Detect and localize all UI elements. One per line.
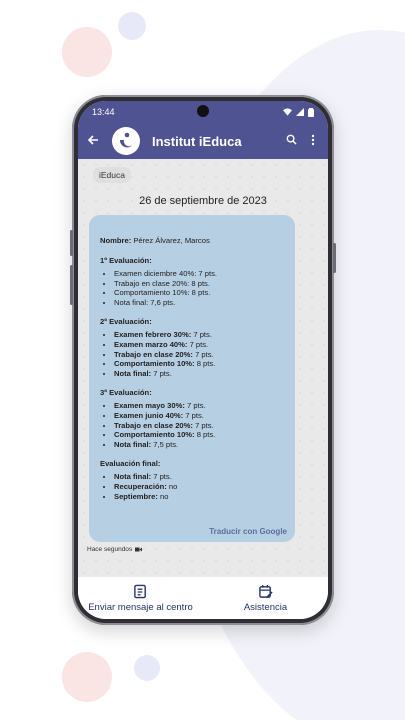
item-label: Trabajo en clase 20%: [114, 420, 193, 430]
more-menu-button[interactable] [302, 134, 324, 149]
attendance-label: Asistencia [243, 601, 288, 613]
name-label: Nombre: [100, 236, 132, 245]
phone-side-button [333, 243, 336, 273]
student-name-line [100, 235, 285, 246]
item-value: 7 pts. [185, 410, 204, 420]
search-button[interactable] [280, 134, 302, 148]
message-form-icon [133, 584, 148, 599]
final-eval-list [114, 472, 285, 501]
attendance-button[interactable] [203, 577, 328, 619]
decor-circle-pink-top [62, 27, 112, 77]
decor-circle-pink-bottom [62, 652, 112, 702]
item-value: no [160, 491, 169, 501]
eval1-item: • Trabajo en clase 20%: 8 pts. [114, 279, 285, 289]
item-value: 7,5 pts. [153, 439, 179, 449]
final-item [114, 482, 285, 492]
item-label: Trabajo en clase 20%: [114, 349, 193, 359]
item-value: 7 pts. [189, 339, 209, 349]
item-value: no [168, 481, 178, 491]
item-label: Examen mayo 30%: [114, 401, 185, 411]
item-label: Examen marzo 40%: [114, 339, 188, 349]
eval3-item [114, 440, 285, 450]
app-bar [78, 123, 328, 159]
name-value: Pérez Álvarez, Marcos [133, 236, 210, 245]
eval1-item: • Nota final: 7,6 pts. [114, 298, 285, 308]
item-label: Nota final: [114, 472, 152, 482]
eval2-item [114, 359, 285, 369]
arrow-left-icon [87, 134, 99, 146]
item-label: Comportamiento 10%: [114, 430, 195, 440]
eval3-item [114, 411, 285, 421]
send-message-label: Enviar mensaje al centro [88, 601, 193, 613]
translate-link[interactable]: Traducir con Google [209, 527, 287, 536]
phone-screen [78, 101, 328, 619]
final-item [114, 492, 285, 502]
eval1-title: 1º Evaluación: [100, 256, 152, 265]
eval2-item [114, 340, 285, 350]
item-value: 7 pts. [187, 401, 206, 411]
eval2-item [114, 369, 285, 379]
message-bubble[interactable] [89, 215, 295, 542]
status-icons [283, 108, 314, 117]
decor-circle-blue-top [118, 12, 146, 40]
eval3-title: 3º Evaluación: [100, 388, 152, 398]
phone-side-button [70, 230, 73, 256]
eval2-item [114, 350, 285, 360]
phone-side-button [70, 265, 73, 305]
eval2-title: 2º Evaluación: [100, 317, 152, 327]
timestamp-text: Hace segundos [87, 546, 133, 553]
final-item [114, 472, 285, 482]
app-title: Institut iEduca [152, 133, 242, 149]
item-label: Nota final: [114, 368, 152, 378]
ieduca-logo [112, 127, 140, 155]
item-value: 8 pts. [196, 430, 216, 440]
eval3-item [114, 421, 285, 431]
eval2-item [114, 330, 285, 340]
item-value: 7 pts. [153, 368, 172, 378]
sender-badge: iEduca [93, 167, 131, 183]
eval3-item [114, 430, 285, 440]
item-label: Examen junio 40%: [114, 410, 184, 420]
item-value: 7 pts. [195, 349, 214, 359]
search-icon [286, 134, 297, 145]
message-date: 26 de septiembre de 2023 [139, 195, 267, 207]
battery-icon [308, 108, 314, 117]
chat-area[interactable] [78, 159, 328, 577]
video-icon [135, 547, 142, 552]
eval1-item: • Examen diciembre 40%: 7 pts. [114, 269, 285, 279]
decor-circle-blue-bottom [134, 655, 160, 681]
camera-punch-hole [197, 105, 209, 117]
wifi-icon [283, 108, 292, 116]
final-eval-title: Evaluación final: [100, 459, 161, 469]
phone-frame [72, 95, 334, 625]
eval1-item: • Comportamiento 10%: 8 pts. [114, 288, 285, 298]
item-label: Septiembre: [114, 491, 158, 501]
status-time: 13:44 [92, 107, 115, 117]
back-button[interactable] [78, 133, 108, 149]
more-vert-icon [311, 134, 315, 146]
item-value: 7 pts. [195, 420, 214, 430]
eval3-list [114, 401, 285, 449]
item-value: 7 pts. [193, 330, 212, 340]
signal-icon [296, 108, 304, 116]
item-value: 8 pts. [196, 359, 216, 369]
message-timestamp [87, 546, 142, 553]
item-label: Recuperación: [114, 481, 167, 491]
bottom-nav [78, 577, 328, 619]
item-label: Comportamiento 10%: [114, 359, 195, 369]
item-label: Examen febrero 30%: [114, 330, 192, 340]
eval3-item [114, 401, 285, 411]
item-value: 7 pts. [153, 472, 172, 482]
calendar-edit-icon [258, 584, 274, 599]
ieduca-logo-icon [116, 131, 136, 151]
item-label: Nota final: [114, 439, 152, 449]
eval2-list [114, 330, 285, 378]
eval1-list [114, 269, 285, 307]
send-message-button[interactable] [78, 577, 203, 619]
